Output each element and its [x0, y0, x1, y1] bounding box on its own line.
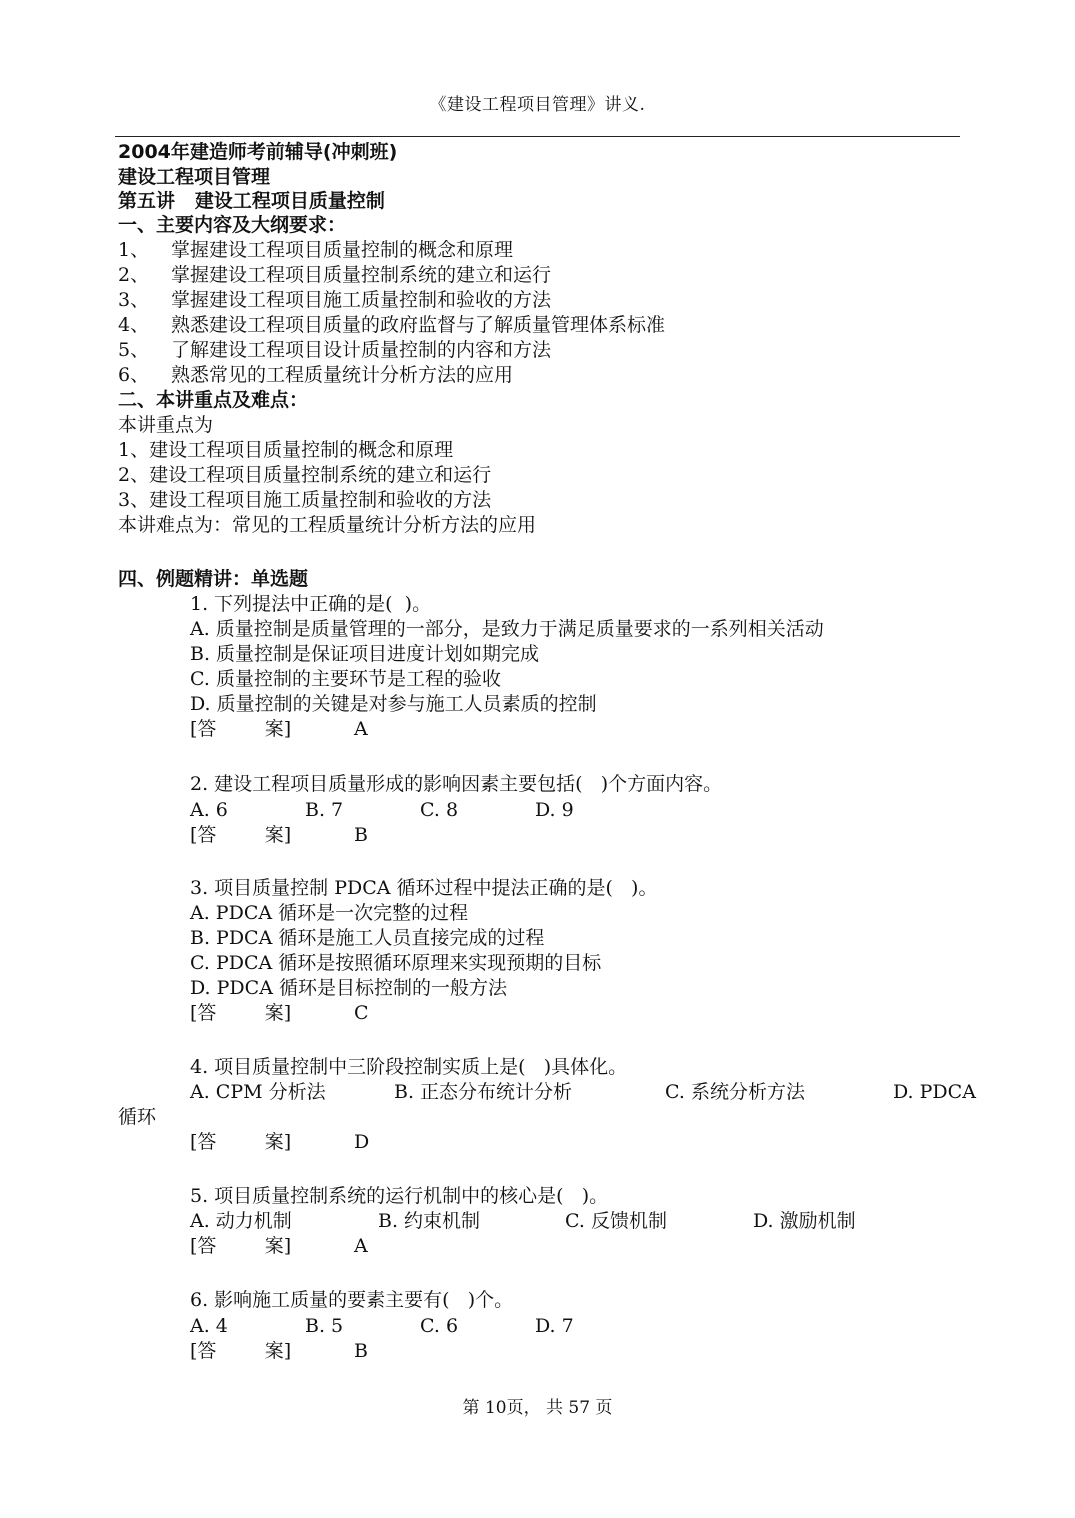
question-options-row: [190, 1080, 976, 1105]
answer-line: [190, 823, 368, 848]
question-stem: 1. 下列提法中正确的是( )。: [190, 593, 432, 615]
question-stem: 6. 影响施工质量的要素主要有( )个。: [190, 1289, 514, 1311]
question-options-row: [190, 1314, 574, 1339]
question-stem: 2. 建设工程项目质量形成的影响因素主要包括( )个方面内容。: [190, 773, 723, 795]
outline-item-number: 1、: [118, 239, 150, 261]
answer-value: A: [354, 718, 368, 740]
question-option: C. 6: [420, 1315, 459, 1337]
answer-line: [190, 1234, 368, 1259]
outline-item-number: 6、: [118, 364, 150, 386]
page-number-footer: 第 10页， 共 57 页: [462, 1398, 613, 1418]
section4-heading: 四、例题精讲：单选题: [118, 568, 309, 590]
answer-line: [190, 1130, 369, 1155]
answer-value: C: [354, 1002, 369, 1024]
outline-item: [118, 313, 665, 338]
question-option: D. 9: [535, 799, 574, 821]
answer-line: [190, 1001, 369, 1026]
outline-item: [118, 288, 551, 313]
outline-item-text: 熟悉常见的工程质量统计分析方法的应用: [171, 364, 514, 386]
question-option: B. 约束机制: [378, 1210, 481, 1232]
question-option: A. 4: [190, 1315, 228, 1337]
course-title: 2004年建造师考前辅导(冲刺班): [118, 141, 398, 163]
question-option: A. PDCA 循环是一次完整的过程: [190, 902, 469, 924]
question-option: B. 7: [305, 799, 344, 821]
question-stem: 3. 项目质量控制 PDCA 循环过程中提法正确的是( )。: [190, 877, 658, 899]
question-option: A. 质量控制是质量管理的一部分，是致力于满足质量要求的一系列相关活动: [190, 618, 824, 640]
question-option: B. PDCA 循环是施工人员直接完成的过程: [190, 927, 545, 949]
section1-heading: 一、主要内容及大纲要求：: [118, 214, 347, 236]
difficulty-text: 本讲难点为：常见的工程质量统计分析方法的应用: [118, 514, 537, 536]
question-option: D. 7: [535, 1315, 574, 1337]
key-point-item: 1、建设工程项目质量控制的概念和原理: [118, 439, 454, 461]
key-points-intro: 本讲重点为: [118, 414, 214, 436]
page-header-title: 《建设工程项目管理》讲义.: [429, 95, 646, 115]
question-option: B. 质量控制是保证项目进度计划如期完成: [190, 643, 540, 665]
question-option: C. 系统分析方法: [665, 1081, 805, 1103]
answer-label: [答 案]: [190, 718, 292, 740]
question-option: D. 质量控制的关键是对参与施工人员素质的控制: [190, 693, 597, 715]
answer-value: B: [354, 1340, 368, 1362]
answer-label: [答 案]: [190, 1002, 292, 1024]
answer-line: [190, 1339, 368, 1364]
question-stem: 5. 项目质量控制系统的运行机制中的核心是( )。: [190, 1185, 609, 1207]
question-option: D. PDCA: [893, 1081, 976, 1103]
outline-item-text: 了解建设工程项目设计质量控制的内容和方法: [171, 339, 552, 361]
question-option: A. 动力机制: [190, 1210, 292, 1232]
outline-item-text: 掌握建设工程项目质量控制系统的建立和运行: [171, 264, 552, 286]
answer-value: A: [354, 1235, 368, 1257]
question-option: B. 5: [305, 1315, 344, 1337]
outline-item: [118, 263, 551, 288]
answer-label: [答 案]: [190, 824, 292, 846]
question-option: C. 质量控制的主要环节是工程的验收: [190, 668, 501, 690]
outline-item: [118, 363, 513, 388]
outline-item-number: 4、: [118, 314, 150, 336]
question-option: C. 反馈机制: [565, 1210, 667, 1232]
outline-item-text: 掌握建设工程项目质量控制的概念和原理: [171, 239, 514, 261]
question-option: B. 正态分布统计分析: [394, 1081, 573, 1103]
question-option: C. PDCA 循环是按照循环原理来实现预期的目标: [190, 952, 602, 974]
outline-item-text: 熟悉建设工程项目质量的政府监督与了解质量管理体系标准: [171, 314, 666, 336]
answer-label: [答 案]: [190, 1131, 292, 1153]
answer-label: [答 案]: [190, 1340, 292, 1362]
question-options-row: [190, 798, 574, 823]
outline-item-number: 2、: [118, 264, 150, 286]
question-options-row: [190, 1209, 856, 1234]
answer-label: [答 案]: [190, 1235, 292, 1257]
outline-item: [118, 338, 551, 363]
question-option: D. PDCA 循环是目标控制的一般方法: [190, 977, 507, 999]
outline-item: [118, 238, 513, 263]
outline-item-number: 3、: [118, 289, 150, 311]
answer-value: D: [354, 1131, 370, 1153]
question-stem: 4. 项目质量控制中三阶段控制实质上是( )具体化。: [190, 1056, 628, 1078]
subject-title: 建设工程项目管理: [118, 166, 271, 188]
question-option: A. CPM 分析法: [190, 1081, 326, 1103]
key-point-item: 3、建设工程项目施工质量控制和验收的方法: [118, 489, 492, 511]
header-divider: [115, 136, 960, 137]
section2-heading: 二、本讲重点及难点：: [118, 389, 309, 411]
outline-item-number: 5、: [118, 339, 150, 361]
question-option: A. 6: [190, 799, 228, 821]
answer-value: B: [354, 824, 368, 846]
outline-item-text: 掌握建设工程项目施工质量控制和验收的方法: [171, 289, 552, 311]
question-option: C. 8: [420, 799, 459, 821]
answer-line: [190, 717, 368, 742]
question-option: D. 激励机制: [753, 1210, 856, 1232]
key-point-item: 2、建设工程项目质量控制系统的建立和运行: [118, 464, 492, 486]
lecture-title: 第五讲 建设工程项目质量控制: [118, 190, 385, 212]
question-option-wrap: 循环: [118, 1106, 157, 1128]
